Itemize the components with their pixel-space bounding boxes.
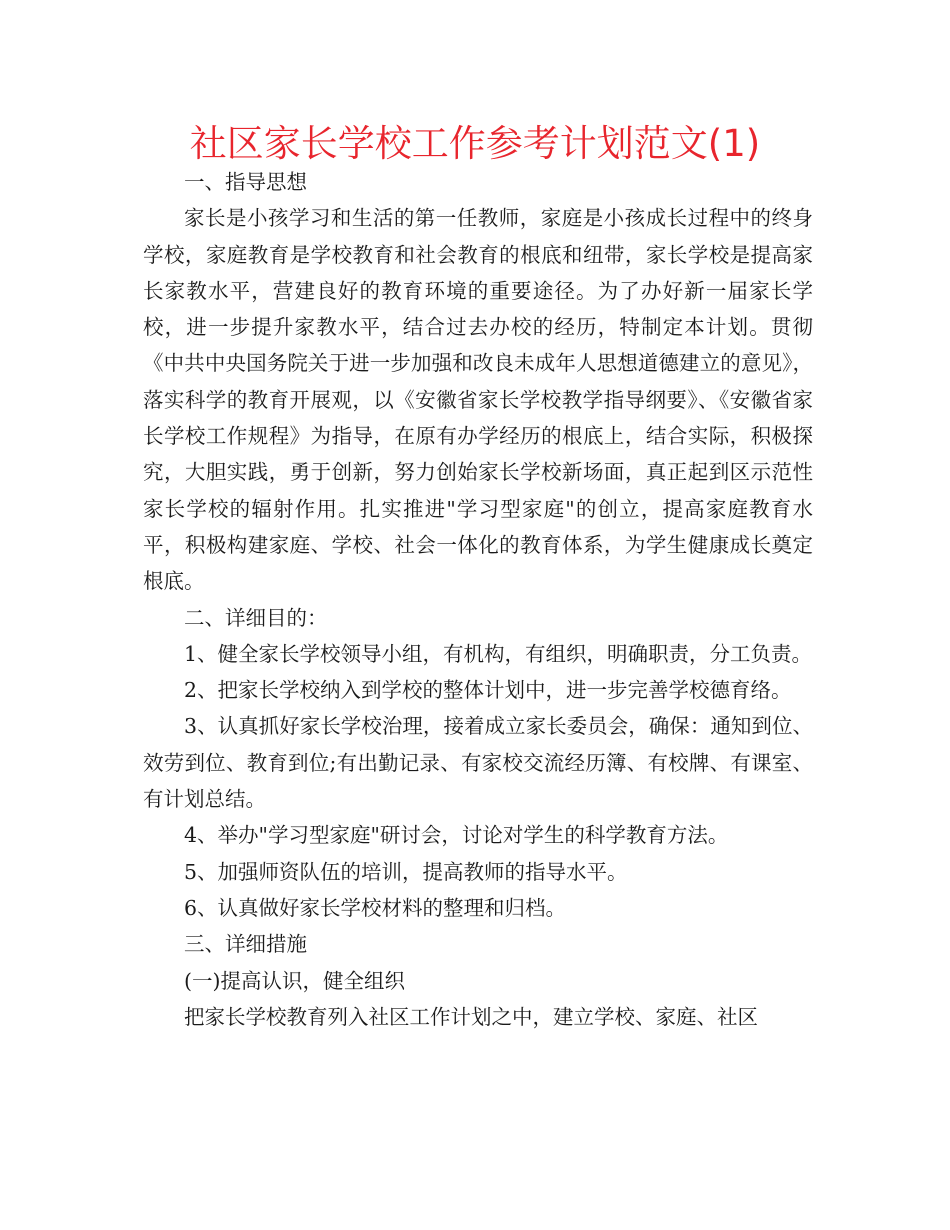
section-heading-specific-goals: 二、详细目的： xyxy=(184,605,328,630)
section-heading-guiding-ideology: 一、指导思想 xyxy=(184,170,307,194)
document-title: 社区家长学校工作参考计划范文(1) xyxy=(189,122,761,165)
goal-item-2: 2、把家长学校纳入到学校的整体计划中，进一步完善学校德育络。 xyxy=(184,678,792,703)
subsection-heading-improve-awareness: (一)提高认识，健全组织 xyxy=(184,968,405,993)
goal-item-6: 6、认真做好家长学校材料的整理和归档。 xyxy=(184,895,567,920)
document-body xyxy=(143,164,813,1035)
goal-item-3: 3、认真抓好家长学校治理，接着成立家长委员会，确保：通知到位、效劳到位、教育到位;有出勤记录、有家校交流经历簿、有校牌、有课室、有计划总结。 xyxy=(143,714,813,812)
section-heading-specific-measures: 三、详细措施 xyxy=(184,932,307,957)
goal-item-1: 1、健全家长学校领导小组，有机构，有组织，明确职责，分工负责。 xyxy=(184,641,813,666)
goal-item-5: 5、加强师资队伍的培训，提高教师的指导水平。 xyxy=(184,859,628,884)
paragraph-improve-awareness: 把家长学校教育列入社区工作计划之中，建立学校、家庭、社区 xyxy=(184,1004,758,1029)
paragraph-guiding-ideology: 家长是小孩学习和生活的第一任教师，家庭是小孩成长过程中的终身学校，家庭教育是学校教育和社会教育的根底和纽带，家长学校是提高家长家教水平，营建良好的教育环境的重要途径。为了办好新一届家长学校，进一步提升家教水平，结合过去办校的经历，特制定本计划。贯彻《中共中央国务院关于进一步加强和改良未成年人思想道德建立的意见》，落实科学的教育开展观，以《安徽省家长学校教学指导纲要》、《安徽省家长学校工作规程》为指导，在原有办学经历的根底上，结合实际，积极探究，大胆实践，勇于创新，努力创始家长学校新场面，真正起到区示范性家长学校的辐射作用。扎实推进"学习型家庭"的创立，提高家庭教育水平，积极构建家庭、学校、社会一体化的教育体系，为学生健康成长奠定根底。 xyxy=(143,206,813,594)
goal-item-4: 4、举办"学习型家庭"研讨会，讨论对学生的科学教育方法。 xyxy=(184,823,729,848)
